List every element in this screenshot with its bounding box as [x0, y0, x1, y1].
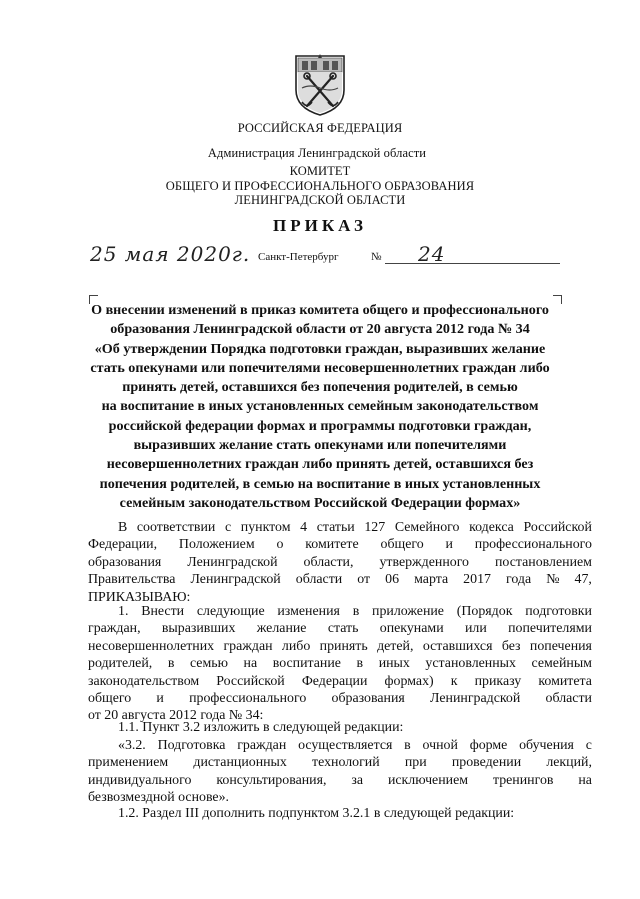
- subject-line: российской федерации формах и программы подготовки граждан,: [108, 417, 532, 434]
- paragraph-line: применением дистанционных технологий при проведении лекций,: [88, 755, 592, 771]
- number-underline: [385, 263, 560, 264]
- paragraph-line: В соответствии с пунктом 4 статьи 127 Семейного кодекса Российской: [118, 520, 592, 535]
- document-type-title: ПРИКАЗ: [273, 216, 367, 235]
- paragraph-item-1-1: [118, 719, 592, 736]
- subject-line: семейным законодательством Российской Федерации формах»: [119, 494, 521, 511]
- paragraph-line: несовершеннолетних граждан либо принять детей, оставшихся без попечения: [88, 638, 592, 654]
- paragraph-line: от 20 августа 2012 года № 34:: [88, 708, 264, 724]
- paragraph-line: общего и профессионального образования Ленинградской области: [88, 691, 592, 707]
- handwritten-date: 25 мая 2020г.: [90, 242, 251, 266]
- committee-name-line-1: ОБЩЕГО И ПРОФЕССИОНАЛЬНОГО ОБРАЗОВАНИЯ: [165, 179, 475, 193]
- subject-line: «Об утверждении Порядка подготовки граждан, выразивших желание: [94, 340, 546, 357]
- paragraph-line: родителей, в семью на воспитание в иных установленных семейным: [88, 656, 592, 672]
- paragraph-quote-3-2: [88, 737, 592, 807]
- number-sign: №: [371, 251, 382, 263]
- paragraph-line: «3.2. Подготовка граждан осуществляется в очной форме обучения с: [118, 738, 592, 753]
- paragraph-line: образования Ленинградской области, утвержденного постановлением: [88, 554, 592, 570]
- subject-line: принять детей, оставшихся без попечения родителей, в семью: [122, 379, 518, 396]
- paragraph-line: безвозмездной основе».: [88, 790, 230, 806]
- subject-line: стать опекунами или попечителями несовершеннолетних граждан либо: [90, 359, 550, 376]
- paragraph-line: Федерации, Положением о комитете общего и профессионального: [88, 537, 592, 553]
- order-subject: [0, 301, 640, 513]
- federation-title: РОССИЙСКАЯ ФЕДЕРАЦИЯ: [237, 121, 403, 135]
- administration-title: Администрация Ленинградской области: [207, 146, 427, 160]
- paragraph-line: 1.1. Пункт 3.2 изложить в следующей редакции:: [118, 720, 404, 735]
- paragraph-line: Правительства Ленинградской области от 06 марта 2017 года № 47,: [88, 572, 592, 588]
- coat-of-arms-emblem: [292, 52, 348, 118]
- committee-name-line-2: ЛЕНИНГРАДСКОЙ ОБЛАСТИ: [234, 193, 406, 207]
- committee-title: КОМИТЕТ: [289, 164, 351, 178]
- paragraph-line: 1.2. Раздел III дополнить подпунктом 3.2.1 в следующей редакции:: [118, 806, 515, 821]
- date-number-line: [90, 242, 560, 268]
- subject-line: образования Ленинградской области от 20 августа 2012 года № 34: [110, 321, 530, 338]
- paragraph-line: законодательством Российской Федерации формах) к приказу комитета: [88, 673, 592, 689]
- paragraph-line: индивидуального консультирования, за исключением тренингов на: [88, 772, 592, 788]
- subject-line: несовершеннолетних граждан либо принять детей, оставшихся без: [106, 456, 534, 473]
- handwritten-number: 24: [418, 242, 446, 266]
- subject-line: на воспитание в иных установленных семейным законодательством: [101, 398, 539, 415]
- paragraph-item-1: [88, 603, 592, 725]
- paragraph-preamble: [88, 519, 592, 606]
- subject-line: попечения родителей, в семью на воспитание в иных установленных: [99, 475, 541, 492]
- paragraph-line: граждан, выразивших желание стать опекунами или попечителями: [88, 621, 592, 637]
- place-label: Санкт-Петербург: [258, 251, 339, 263]
- subject-line: выразивших желание стать опекунами или попечителями: [133, 437, 507, 454]
- paragraph-line: 1. Внести следующие изменения в приложение (Порядок подготовки: [118, 604, 592, 619]
- paragraph-line: ПРИКАЗЫВАЮ:: [88, 589, 191, 605]
- subject-line: О внесении изменений в приказ комитета общего и профессионального: [91, 302, 549, 318]
- paragraph-item-1-2: [118, 805, 592, 822]
